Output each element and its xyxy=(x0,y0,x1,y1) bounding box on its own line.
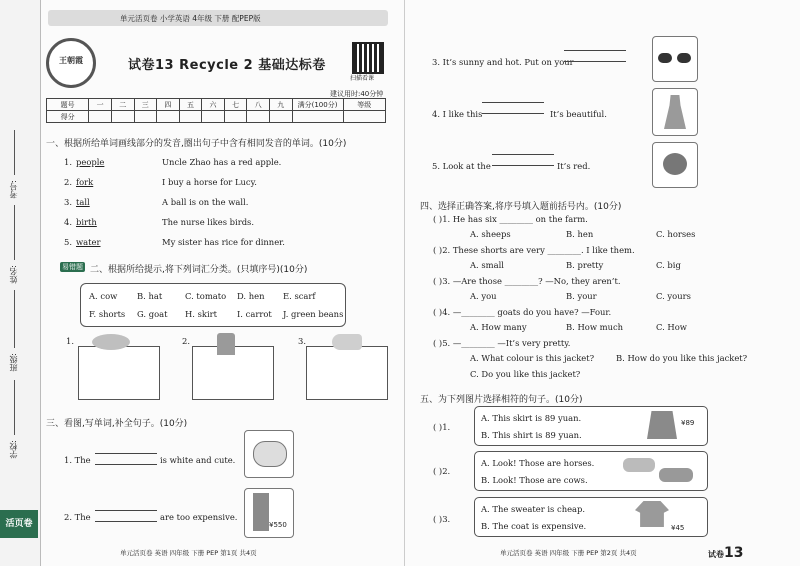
label-xuexiao: 学校: xyxy=(9,440,18,459)
s1-num: 4. xyxy=(64,217,72,227)
s4-option[interactable]: C. How xyxy=(656,322,687,332)
s1-num: 2. xyxy=(64,177,72,187)
s5-item2-num: ( )2. xyxy=(433,466,451,476)
r-item4-post: It’s beautiful. xyxy=(550,109,607,119)
s4-option[interactable]: B. How much xyxy=(566,322,624,332)
class-box-3[interactable] xyxy=(306,346,388,400)
r-item4-pre: 4. I like this xyxy=(432,109,483,119)
score-header-cell: 八 xyxy=(247,99,270,111)
s1-word: water xyxy=(76,237,101,247)
r-item5-pre: 5. Look at the xyxy=(432,161,491,171)
score-header-cell: 题号 xyxy=(47,99,89,111)
s4-option[interactable]: A. you xyxy=(470,291,497,301)
binding-stripe xyxy=(0,0,41,566)
s4-option[interactable]: B. your xyxy=(566,291,597,301)
s1-sentence[interactable]: The nurse likes birds. xyxy=(162,217,255,227)
word-bank-item: D. hen xyxy=(237,291,265,301)
class-box-num-2: 2. xyxy=(182,336,190,346)
s5-item2-box[interactable] xyxy=(474,451,708,491)
score-header-cell: 二 xyxy=(111,99,134,111)
banji-line xyxy=(14,290,15,348)
sunglasses-lens-left-icon xyxy=(658,53,672,63)
s4-stem: ( )3. —Are those ________? —No, they aren’t. xyxy=(433,276,621,286)
s4-stem: ( )5. —________ —It’s very pretty. xyxy=(433,338,571,348)
score-input-cell[interactable] xyxy=(247,111,270,123)
s4-option[interactable]: C. horses xyxy=(656,229,696,239)
s1-sentence[interactable]: A ball is on the wall. xyxy=(162,197,249,207)
page-title: 试卷13 Recycle 2 基础达标卷 xyxy=(128,58,326,73)
sheep-picture xyxy=(244,430,294,478)
kaohao-line xyxy=(14,130,15,175)
s5-item3-num: ( )3. xyxy=(433,514,451,524)
s1-num: 3. xyxy=(64,197,72,207)
sunglasses-picture xyxy=(652,36,698,82)
score-header-cell: 五 xyxy=(179,99,202,111)
s1-sentence[interactable]: Uncle Zhao has a red apple. xyxy=(162,157,282,167)
score-table xyxy=(46,98,386,123)
section3-title: 三、看图,写单词,补全句子。(10分) xyxy=(46,419,188,429)
word-bank-item: E. scarf xyxy=(283,291,316,301)
brand-tab: 活页卷 xyxy=(0,510,38,538)
pants-icon xyxy=(253,493,269,531)
s4-option[interactable]: A. How many xyxy=(470,322,527,332)
score-header-cell: 满分(100分) xyxy=(292,99,343,111)
xuexiao-line xyxy=(14,380,15,435)
word-bank-item: A. cow xyxy=(89,291,118,301)
time-note: 建议用时:40分钟 xyxy=(330,90,384,98)
page-tag xyxy=(708,542,778,561)
s4-option[interactable]: A. What colour is this jacket? xyxy=(470,353,595,363)
score-header-cell: 三 xyxy=(134,99,157,111)
r-item4-answer[interactable] xyxy=(482,102,544,114)
r-item5-answer[interactable] xyxy=(492,154,554,166)
qr-code-icon[interactable] xyxy=(352,42,384,74)
footer-right: 单元活页卷 英语 四年级 下册 PEP 第2页 共4页 xyxy=(500,549,637,557)
s1-sentence[interactable]: I buy a horse for Lucy. xyxy=(162,177,257,187)
s1-word: tall xyxy=(76,197,90,207)
sweater-icon xyxy=(635,501,669,527)
sunglasses-lens-right-icon xyxy=(677,53,691,63)
tomato-icon xyxy=(663,153,687,175)
word-bank-item: B. hat xyxy=(137,291,163,301)
page-tag-prefix: 试卷 xyxy=(708,550,724,559)
s5-item3-box[interactable] xyxy=(474,497,708,537)
score-input-cell[interactable] xyxy=(269,111,292,123)
horse-icon-1 xyxy=(623,458,655,472)
goat-icon xyxy=(332,334,362,350)
score-header-cell: 四 xyxy=(157,99,180,111)
score-header-cell: 六 xyxy=(202,99,225,111)
s1-word: fork xyxy=(76,177,94,187)
score-input-cell[interactable] xyxy=(157,111,180,123)
s4-option[interactable]: A. sheeps xyxy=(470,229,511,239)
score-input-cell[interactable] xyxy=(111,111,134,123)
pants-price: ¥550 xyxy=(269,521,287,529)
s5-item3-b[interactable]: B. The coat is expensive. xyxy=(481,521,587,531)
page-spine xyxy=(404,0,405,566)
s1-sentence[interactable]: My sister has rice for dinner. xyxy=(162,237,285,247)
s3-item1-answer[interactable] xyxy=(95,453,157,465)
skirt-icon xyxy=(647,411,677,439)
shirt-icon xyxy=(217,333,235,355)
r-item3-pre: 3. It’s sunny and hot. Put on your xyxy=(432,57,574,67)
class-box-num-3: 3. xyxy=(298,336,306,346)
logo-text: 王朝霞 xyxy=(59,56,83,65)
s5-item2-a[interactable]: A. Look! Those are horses. xyxy=(481,458,595,468)
xingming-line xyxy=(14,205,15,260)
score-input-cell[interactable] xyxy=(134,111,157,123)
beans-icon xyxy=(92,334,130,350)
r-item5-post: It’s red. xyxy=(557,161,591,171)
s4-option[interactable]: A. small xyxy=(470,260,504,270)
tomato-picture xyxy=(652,142,698,188)
score-header-cell: 九 xyxy=(269,99,292,111)
page-tag-num: 13 xyxy=(724,545,744,561)
score-header-cell: 等级 xyxy=(343,99,385,111)
horse-icon-2 xyxy=(659,468,693,482)
s4-option[interactable]: B. hen xyxy=(566,229,594,239)
s1-num: 5. xyxy=(64,237,72,247)
score-row-label: 得分 xyxy=(47,111,89,123)
score-input-cell[interactable] xyxy=(202,111,225,123)
s5-item3-a[interactable]: A. The sweater is cheap. xyxy=(481,504,586,514)
header-left: 单元活页卷 小学英语 4年级 下册 配PEP版 xyxy=(120,14,261,23)
s4-stem: ( )4. —________ goats do you have? —Four. xyxy=(433,307,612,317)
s4-option[interactable]: B. pretty xyxy=(566,260,604,270)
word-bank xyxy=(80,283,346,327)
logo-seal-icon xyxy=(46,38,96,88)
word-bank-item: J. green beans xyxy=(283,309,344,319)
sheep-icon xyxy=(253,441,287,467)
skirt-price: ¥89 xyxy=(681,419,695,427)
word-bank-item: H. skirt xyxy=(185,309,218,319)
word-bank-item: F. shorts xyxy=(89,309,126,319)
s5-item1-num: ( )1. xyxy=(433,422,451,432)
score-header-cell: 一 xyxy=(89,99,112,111)
word-bank-item: I. carrot xyxy=(237,309,272,319)
word-bank-item: G. goat xyxy=(137,309,168,319)
s4-option[interactable]: C. big xyxy=(656,260,681,270)
s4-option[interactable]: C. Do you like this jacket? xyxy=(470,369,581,379)
score-table-header-row xyxy=(47,99,386,111)
s1-word: birth xyxy=(76,217,97,227)
section1-title: 一、根据所给单词画线部分的发音,圈出句子中含有相同发音的单词。(10分) xyxy=(46,139,347,149)
dress-picture xyxy=(652,88,698,136)
section2-title-text: 二、根据所给提示,将下列词汇分类。(只填序号)(10分) xyxy=(90,265,308,275)
score-input-cell[interactable] xyxy=(224,111,247,123)
label-banji: 班级: xyxy=(9,353,18,372)
s5-item2-b[interactable]: B. Look! Those are cows. xyxy=(481,475,588,485)
score-input-cell[interactable] xyxy=(89,111,112,123)
s4-option[interactable]: C. yours xyxy=(656,291,691,301)
s3-item2-answer[interactable] xyxy=(95,510,157,522)
s1-word: people xyxy=(76,157,105,167)
s3-item2-post: are too expensive. xyxy=(160,512,238,522)
class-box-num-1: 1. xyxy=(66,336,74,346)
s3-item1-post: is white and cute. xyxy=(160,455,236,465)
score-header-cell: 七 xyxy=(224,99,247,111)
s4-stem: ( )2. These shorts are very ________. I like them. xyxy=(433,245,635,255)
section5-title: 五、为下列图片选择相符的句子。(10分) xyxy=(420,395,583,405)
class-box-1[interactable] xyxy=(78,346,160,400)
word-bank-item: C. tomato xyxy=(185,291,227,301)
s5-item1-b[interactable]: B. This shirt is 89 yuan. xyxy=(481,430,582,440)
s3-item1-pre: 1. The xyxy=(64,455,91,465)
sweater-price: ¥45 xyxy=(671,524,685,532)
section2-title xyxy=(46,262,307,275)
section4-title: 四、选择正确答案,将序号填入题前括号内。(10分) xyxy=(420,202,622,212)
score-input-cell[interactable] xyxy=(343,111,385,123)
qr-label: 扫描看课 xyxy=(350,75,375,82)
score-input-cell[interactable] xyxy=(179,111,202,123)
error-prone-badge: 易错题 xyxy=(62,263,83,271)
s3-item2-pre: 2. The xyxy=(64,512,91,522)
label-kaohao: 考号: xyxy=(9,180,18,199)
s5-item1-box[interactable] xyxy=(474,406,708,446)
pants-picture xyxy=(244,488,294,538)
footer-left: 单元活页卷 英语 四年级 下册 PEP 第1页 共4页 xyxy=(120,549,257,557)
s4-stem: ( )1. He has six ________ on the farm. xyxy=(433,214,588,224)
score-input-cell[interactable] xyxy=(292,111,343,123)
score-table-score-row xyxy=(47,111,386,123)
s4-option[interactable]: B. How do you like this jacket? xyxy=(616,353,748,363)
dress-icon xyxy=(664,95,686,129)
s5-item1-a[interactable]: A. This skirt is 89 yuan. xyxy=(481,413,582,423)
label-xingming: 姓名: xyxy=(9,265,18,284)
s1-num: 1. xyxy=(64,157,72,167)
r-item3-answer[interactable] xyxy=(564,50,626,62)
